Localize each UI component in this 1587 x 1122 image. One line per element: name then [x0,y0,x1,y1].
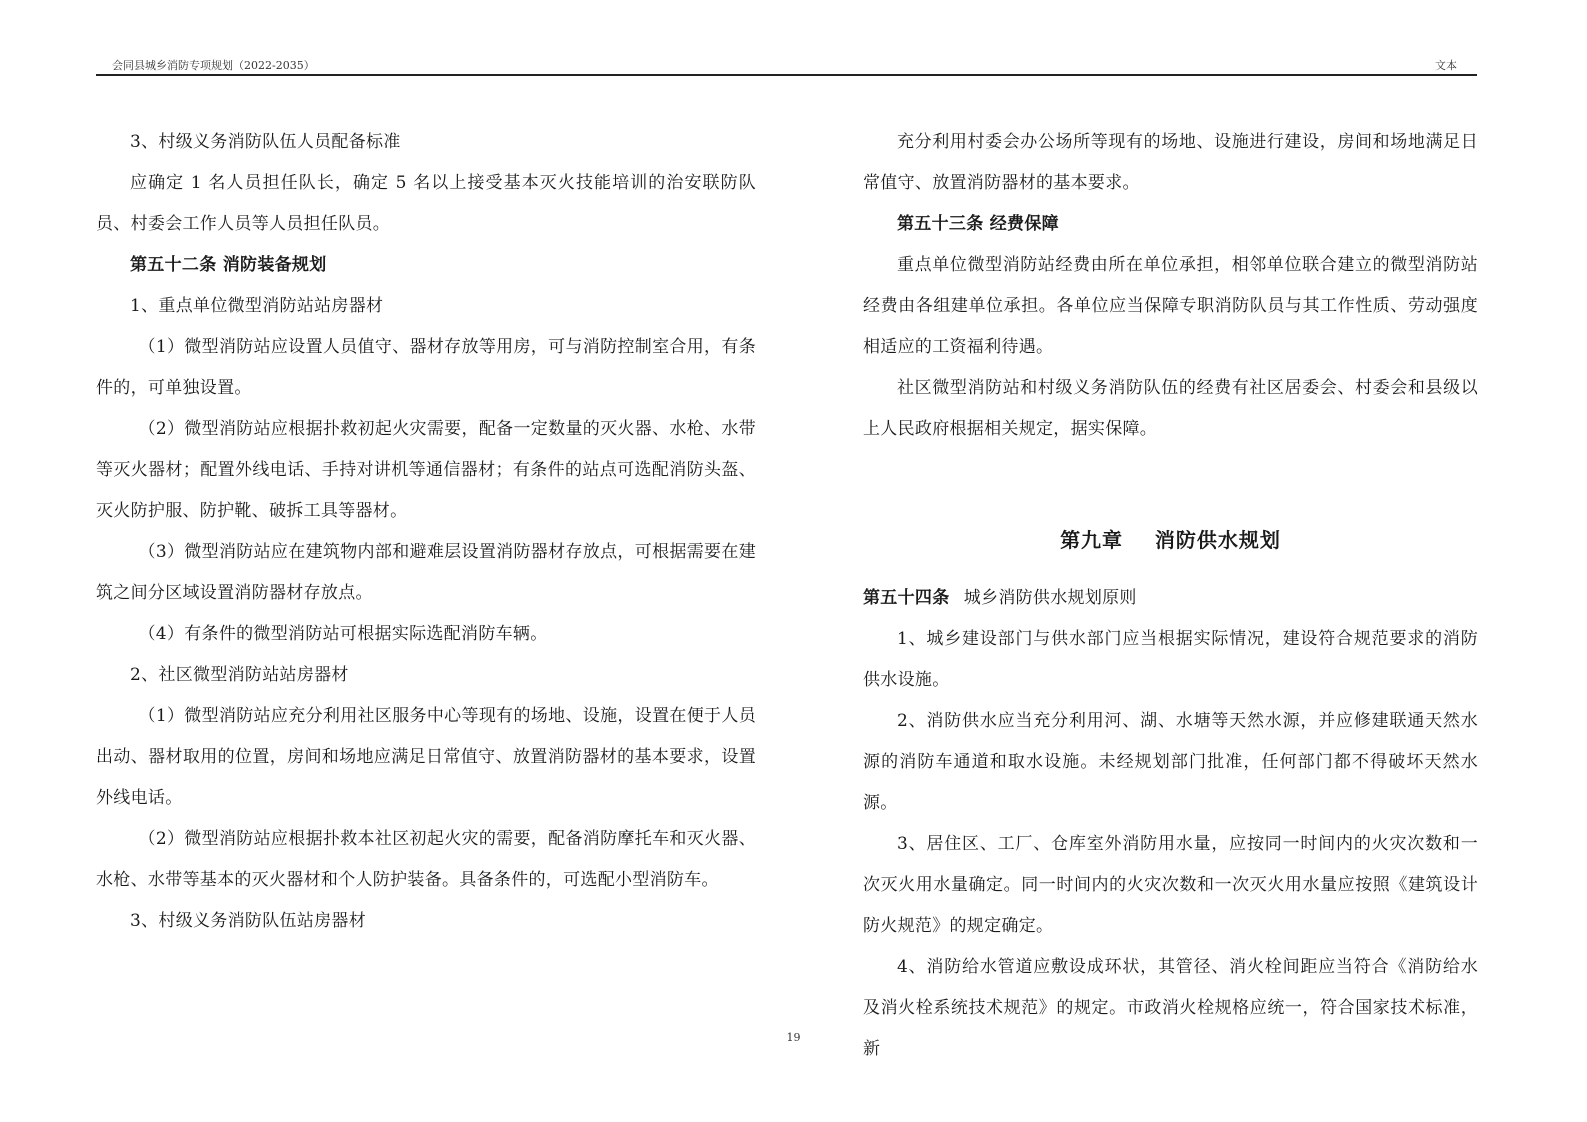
chapter-heading: 第九章 消防供水规划 [1060,528,1281,552]
paragraph: （4）有条件的微型消防站可根据实际选配消防车辆。 [138,624,548,644]
paragraph: 重点单位微型消防站经费由所在单位承担，相邻单位联合建立的微型消防站经费由各组建单位承担。各单位应当保障专职消防队员与其工作性质、劳动强度相适应的工资福利待遇。 [863,255,1478,357]
page-header [96,52,1477,76]
paragraph: 1、城乡建设部门与供水部门应当根据实际情况，建设符合规范要求的消防供水设施。 [863,629,1478,690]
left-column [96,122,756,942]
right-column [863,122,1478,1070]
paragraph: 2、消防供水应当充分利用河、湖、水塘等天然水源，并应修建联通天然水源的消防车通道和取水设施。未经规划部门批准，任何部门都不得破坏天然水源。 [863,711,1478,813]
article-title: 城乡消防供水规划原则 [963,588,1137,608]
paragraph: （2）微型消防站应根据扑救初起火灾需要，配备一定数量的灭火器、水枪、水带等灭火器材；配置外线电话、手持对讲机等通信器材；有条件的站点可选配消防头盔、灭火防护服、防护靴、破拆工具等器材。 [96,419,756,521]
paragraph: （1）微型消防站应设置人员值守、器材存放等用房，可与消防控制室合用，有条件的，可单独设置。 [96,337,756,398]
document-type: 文本 [1435,59,1457,72]
document-title: 会同县城乡消防专项规划（2022-2035） [112,59,315,72]
paragraph: （2）微型消防站应根据扑救本社区初起火灾的需要，配备消防摩托车和灭火器、水枪、水带等基本的灭火器材和个人防护装备。具备条件的，可选配小型消防车。 [96,829,756,890]
paragraph: 3、村级义务消防队伍站房器材 [130,911,367,931]
paragraph: 1、重点单位微型消防站站房器材 [130,296,384,316]
article-number: 第五十四条 [863,588,950,608]
article-heading: 第五十二条 消防装备规划 [130,255,327,275]
paragraph: （3）微型消防站应在建筑物内部和避难层设置消防器材存放点，可根据需要在建筑之间分区域设置消防器材存放点。 [96,542,756,603]
article-heading [863,578,1478,619]
paragraph: 4、消防给水管道应敷设成环状，其管径、消火栓间距应当符合《消防给水及消火栓系统技术规范》的规定。市政消火栓规格应统一，符合国家技术标准，新 [863,957,1478,1059]
paragraph: 3、居住区、工厂、仓库室外消防用水量，应按同一时间内的火灾次数和一次灭火用水量确定。同一时间内的火灾次数和一次灭火用水量应按照《建筑设计防火规范》的规定确定。 [863,834,1478,936]
paragraph: 3、村级义务消防队伍人员配备标准 [130,132,401,152]
paragraph: 社区微型消防站和村级义务消防队伍的经费有社区居委会、村委会和县级以上人民政府根据相关规定，据实保障。 [863,378,1478,439]
paragraph: （1）微型消防站应充分利用社区服务中心等现有的场地、设施，设置在便于人员出动、器材取用的位置，房间和场地应满足日常值守、放置消防器材的基本要求，设置外线电话。 [96,706,756,808]
page-number: 19 [786,1031,801,1044]
paragraph: 充分利用村委会办公场所等现有的场地、设施进行建设，房间和场地满足日常值守、放置消防器材的基本要求。 [863,132,1478,193]
paragraph: 应确定 1 名人员担任队长，确定 5 名以上接受基本灭火技能培训的治安联防队员、村委会工作人员等人员担任队员。 [96,173,756,234]
paragraph: 2、社区微型消防站站房器材 [130,665,349,685]
article-heading: 第五十三条 经费保障 [897,214,1059,234]
